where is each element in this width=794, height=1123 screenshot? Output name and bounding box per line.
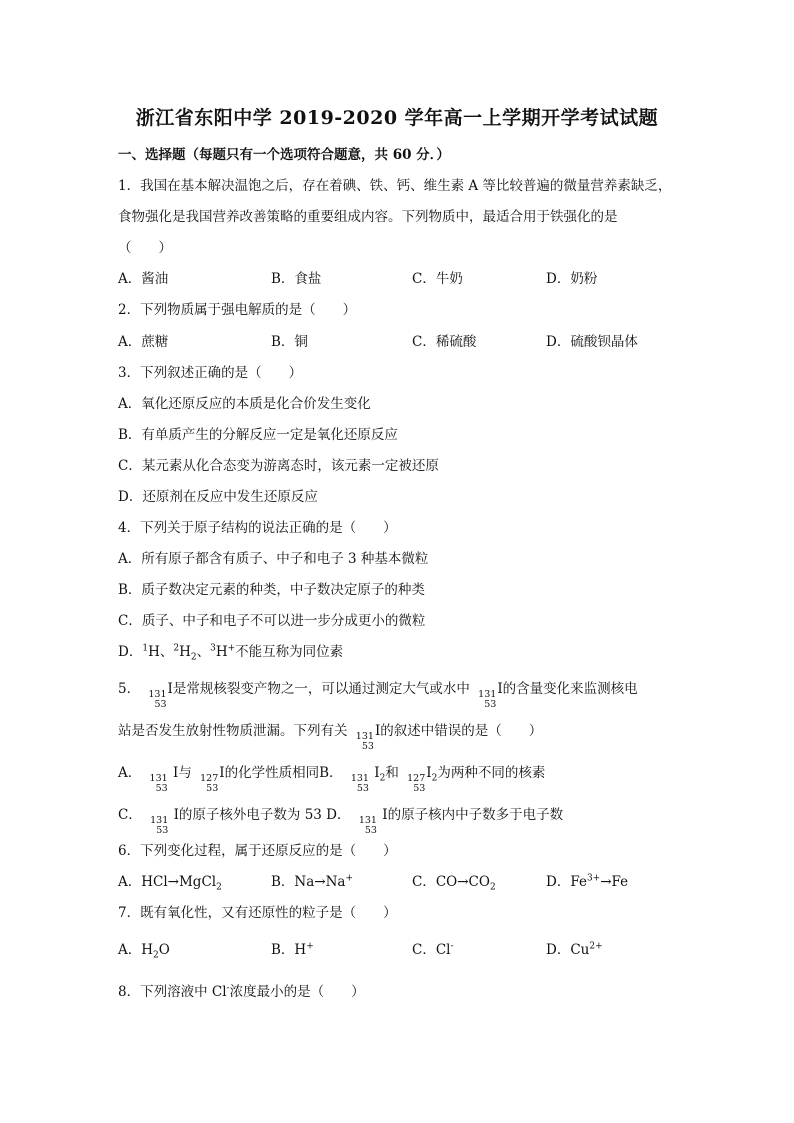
question-6-stem: 6．下列变化过程，属于还原反应的是（ ） xyxy=(118,843,397,859)
question-text: 的叙述中错误的是（ ） xyxy=(380,723,543,739)
charge: + xyxy=(227,643,236,654)
mass-number: 3 xyxy=(210,643,216,654)
question-5-line-2 xyxy=(118,722,542,752)
option-text: 为两种不同的核素 xyxy=(437,765,546,781)
q2-option-c[interactable]: C．稀硫酸 xyxy=(412,334,477,350)
question-2-stem: 2．下列物质属于强电解质的是（ ） xyxy=(118,302,357,318)
symbol-text: I xyxy=(382,807,388,823)
option-text: 的原子核内中子数多于电子数 xyxy=(387,807,564,823)
subscript: 2 xyxy=(379,773,386,784)
q2-option-d[interactable]: D．硫酸钡晶体 xyxy=(546,334,638,350)
isotope-notation: 131 53 xyxy=(478,689,497,710)
q3-option-c[interactable]: C．某元素从化合态变为游离态时，该元素一定被还原 xyxy=(118,458,439,474)
q4-option-d[interactable] xyxy=(118,643,343,661)
q1-option-b[interactable]: B．食盐 xyxy=(271,271,322,287)
question-1-line-3: （ ） xyxy=(118,240,172,256)
isotope-notation: 131 53 xyxy=(149,773,168,794)
q6-option-a[interactable]: A．HCl→MgCl$_2$ xyxy=(118,874,222,893)
q1-option-a[interactable]: A．酱油 xyxy=(118,271,169,287)
isotope-notation: 127 53 xyxy=(200,773,219,794)
q4-option-c[interactable]: C．质子、中子和电子不可以进一步分成更小的微粒 xyxy=(118,613,426,629)
question-text: 的含量变化来监测核电 xyxy=(502,681,638,697)
q7-option-a[interactable]: A．$H_2O$ xyxy=(118,942,170,961)
symbol-text: H、 xyxy=(148,644,174,660)
question-text: 站是否发生放射性物质泄漏。下列有关 xyxy=(118,723,348,739)
question-1-line-2: 食物强化是我国营养改善策略的重要组成内容。下列物质中，最适合用于铁强化的是 xyxy=(118,209,618,225)
isotope-notation: 127 53 xyxy=(407,773,426,794)
q3-option-d[interactable]: D．还原剂在反应中发生还原反应 xyxy=(118,489,318,505)
question-text: 是常规核裂变产物之一，可以通过测定大气或水中 xyxy=(172,681,470,697)
question-number: 5． xyxy=(118,681,141,697)
question-4-stem: 4．下列关于原子结构的说法正确的是（ ） xyxy=(118,520,397,536)
option-label: C． xyxy=(118,807,142,823)
option-label: A． xyxy=(118,765,142,781)
symbol-text: I xyxy=(374,723,381,739)
symbol-text: I xyxy=(173,807,179,823)
question-3-stem: 3．下列叙述正确的是（ ） xyxy=(118,365,303,381)
option-text: 不能互称为同位素 xyxy=(235,644,344,660)
option-text: 的原子核外电子数为 53 D． xyxy=(178,807,351,823)
subscript: 2 xyxy=(431,773,438,784)
q5-options-cd[interactable] xyxy=(118,806,563,836)
symbol-text: I xyxy=(172,765,179,781)
symbol-text: H xyxy=(179,644,191,660)
q3-option-a[interactable]: A．氧化还原反应的本质是化合价发生变化 xyxy=(118,396,371,412)
option-text: 的化学性质相同B． xyxy=(224,765,343,781)
isotope-notation: 131 53 xyxy=(148,689,167,710)
q6-option-b[interactable]: B．Na→Na+ xyxy=(271,873,354,890)
mass-number: 1 xyxy=(142,643,149,654)
question-1-line-1: 1．我国在基本解决温饱之后，存在着碘、铁、钙、维生素 A 等比较普遍的微量营养素缺乏， xyxy=(118,178,672,194)
mass-number: 2 xyxy=(173,643,180,654)
q1-option-d[interactable]: D．奶粉 xyxy=(546,271,598,287)
q2-option-a[interactable]: A．蔗糖 xyxy=(118,334,169,350)
q7-option-b[interactable]: B．H+ xyxy=(271,941,314,958)
q4-option-b[interactable]: B．质子数决定元素的种类，中子数决定原子的种类 xyxy=(118,582,425,598)
symbol-text: I xyxy=(219,765,225,781)
symbol-text: I xyxy=(497,681,503,697)
section-heading: 一、选择题（每题只有一个选项符合题意，共 60 分．） xyxy=(118,147,450,163)
q7-option-d[interactable]: D．$Cu^{2+}$ xyxy=(546,941,603,958)
isotope-notation: 131 53 xyxy=(355,731,374,752)
option-text: 与 xyxy=(178,765,192,781)
page-title: 浙江省东阳中学 2019-2020 学年高一上学期开学考试试题 xyxy=(135,107,659,129)
question-5-line-1 xyxy=(118,680,638,710)
isotope-notation: 131 53 xyxy=(350,773,369,794)
q1-option-c[interactable]: C．牛奶 xyxy=(412,271,463,287)
symbol-text: I xyxy=(374,765,380,781)
symbol-text: H xyxy=(215,644,228,660)
q4-d-label: D． xyxy=(118,644,143,660)
question-7-stem: 7．既有氧化性，又有还原性的粒子是（ ） xyxy=(118,905,397,921)
option-text: 和 xyxy=(385,765,399,781)
isotope-notation: 131 53 xyxy=(150,815,169,836)
q4-option-a[interactable]: A．所有原子都含有质子、中子和电子 3 种基本微粒 xyxy=(118,551,429,567)
question-8-stem: 8．下列溶液中 Cl-浓度最小的是（ ） xyxy=(118,983,365,1000)
symbol-text: I xyxy=(426,765,432,781)
subscript: 2 xyxy=(190,652,197,663)
q7-option-c[interactable]: C．Cl- xyxy=(412,941,454,958)
q6-option-c[interactable]: C．$CO\to CO_2$ xyxy=(412,874,496,893)
q2-option-b[interactable]: B．铜 xyxy=(271,334,308,350)
q3-option-b[interactable]: B．有单质产生的分解反应一定是氧化还原反应 xyxy=(118,427,398,443)
separator: 、 xyxy=(196,644,211,660)
symbol-text: I xyxy=(167,681,173,697)
q6-option-d[interactable]: D．$Fe^{3+}\to Fe$ xyxy=(546,873,629,890)
q5-options-ab[interactable] xyxy=(118,764,545,794)
isotope-notation: 131 53 xyxy=(358,815,377,836)
